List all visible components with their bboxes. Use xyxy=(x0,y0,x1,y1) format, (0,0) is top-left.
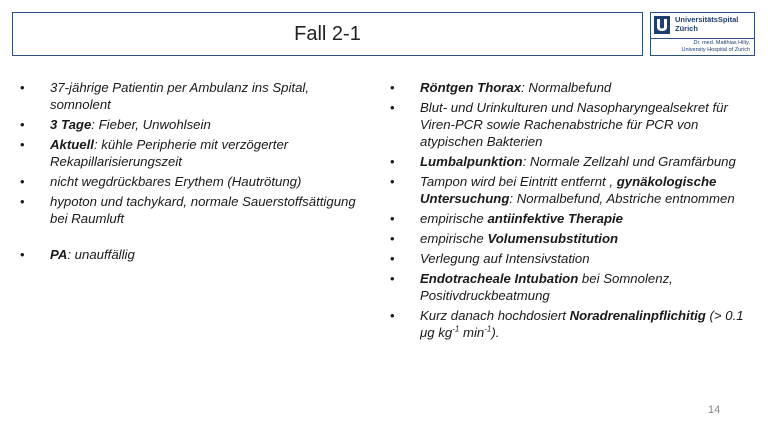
bullet-item xyxy=(390,270,750,304)
slide-title-frame xyxy=(12,12,643,56)
bullet-bold-text: gynäkologische Untersuchung xyxy=(420,174,717,206)
bullet-text: hypoton und tachykard, normale Sauerstoffsättigung bei Raumluft xyxy=(50,194,356,226)
bullet-text: empirische xyxy=(420,231,488,246)
bullet-bold-text: Röntgen Thorax xyxy=(420,80,522,95)
logo-name xyxy=(675,15,738,33)
bullet-text: ). xyxy=(491,325,500,340)
bullet-item xyxy=(390,79,750,96)
right-column xyxy=(390,79,750,344)
bullet-item xyxy=(390,250,750,267)
bullet-item xyxy=(390,210,750,227)
bullet-text: Blut- und Urinkulturen und Nasopharyngealsekret für Viren-PCR sowie Rachenabstriche für PCR von atypischen Bakterien xyxy=(420,100,728,149)
right-bullet-list xyxy=(390,79,750,341)
bullet-item xyxy=(20,116,360,133)
bullet-item xyxy=(390,230,750,247)
bullet-item xyxy=(390,153,750,170)
bullet-bold-text: Noradrenalinpflichitig xyxy=(569,308,706,323)
bullet-text: Kurz danach hochdosiert xyxy=(420,308,570,323)
bullet-text: μ xyxy=(420,325,428,340)
bullet-text: : kühle Peripherie mit verzögerter Rekapillarisierungszeit xyxy=(50,137,289,169)
slide-title: Fall 2-1 xyxy=(294,22,361,45)
usz-logo-icon xyxy=(654,16,670,34)
bullet-text: : unauffällig xyxy=(67,247,135,262)
bullet-text: 37-jährige Patientin per Ambulanz ins Spital, somnolent xyxy=(50,80,310,112)
bullet-item xyxy=(20,79,360,113)
logo-divider xyxy=(651,38,754,39)
bullet-text: g kg xyxy=(427,325,453,340)
bullet-bold-text: PA xyxy=(50,247,68,262)
bullet-text: -1 xyxy=(452,324,460,334)
logo-header xyxy=(651,13,754,37)
bullet-bold-text: Aktuell xyxy=(50,137,94,152)
bullet-bold-text: antiinfektive Therapie xyxy=(487,211,624,226)
bullet-text: empirische xyxy=(420,211,488,226)
bullet-item xyxy=(20,136,360,170)
bullet-bold-text: 3 Tage xyxy=(50,117,92,132)
bullet-text: bei Somnolenz, Positivdruckbeatmung xyxy=(420,271,673,303)
logo-author xyxy=(682,40,750,54)
bullet-bold-text: Lumbalpunktion xyxy=(420,154,523,169)
bullet-text: : Normalbefund xyxy=(521,80,612,95)
bullet-text: : Normale Zellzahl und Gramfärbung xyxy=(522,154,736,169)
bullet-text: nicht wegdrückbares Erythem (Hautrötung) xyxy=(50,174,302,189)
logo-author-line1: Dr. med. Matthias Hilty, xyxy=(693,40,750,46)
logo-name-line2: Zürich xyxy=(675,24,698,33)
bullet-text: : Normalbefund, Abstriche entnommen xyxy=(509,191,735,206)
bullet-item xyxy=(390,99,750,150)
page-number: 14 xyxy=(708,404,721,416)
bullet-item xyxy=(390,307,750,341)
bullet-bold-text: Endotracheale Intubation xyxy=(420,271,579,286)
logo-author-line2: University Hospital of Zurich xyxy=(681,47,750,53)
logo-name-line1: UniversitätsSpital xyxy=(675,15,739,24)
hospital-logo xyxy=(650,12,755,56)
bullet-item xyxy=(390,173,750,207)
bullet-text: : Fieber, Unwohlsein xyxy=(91,117,211,132)
bullet-text: -1 xyxy=(484,324,492,334)
bullet-bold-text: Volumensubstitution xyxy=(487,231,619,246)
bullet-item xyxy=(20,173,360,190)
bullet-text: Tampon wird bei Eintritt entfernt , xyxy=(420,174,617,189)
bullet-text: (> 0.1 xyxy=(705,308,744,323)
left-bullet-list xyxy=(20,79,360,263)
left-column xyxy=(20,79,360,266)
bullet-text: Verlegung auf Intensivstation xyxy=(420,251,590,266)
bullet-text: min xyxy=(459,325,485,340)
bullet-item xyxy=(20,193,360,227)
bullet-item xyxy=(20,246,360,263)
